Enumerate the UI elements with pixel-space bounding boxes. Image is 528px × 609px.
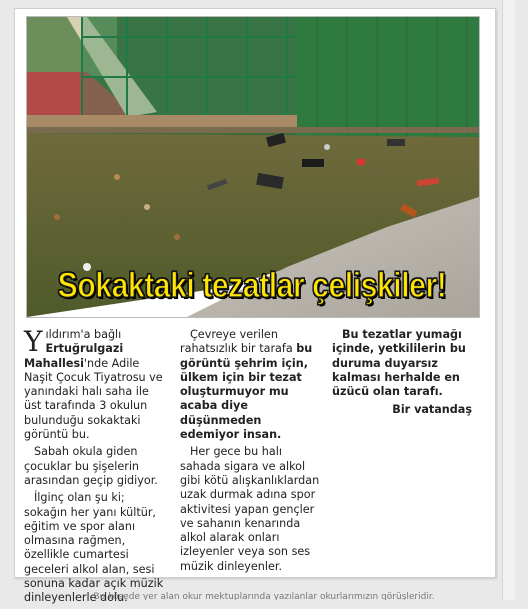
article-column-2 (180, 328, 322, 577)
signature: Bir vatandaş (392, 403, 472, 417)
paragraph: Bu tezatlar yumağı içinde, yetkililerin bu duruma duyarsız kalması herhalde en üzücü olan tarafı. (332, 328, 466, 399)
footer-note: Bu köşede yer alan okur mektuplarında yazılanlar okurlarımızın görüşleridir. (93, 592, 435, 600)
page-edge-strip (502, 0, 515, 600)
text-span: ıldırım'a bağlı (45, 328, 122, 341)
drop-cap: Y (24, 325, 43, 358)
bold-text: bu görüntü şehrim için, ülkem için bir tezat oluşturmuyor mu acaba diye düşünmeden edemiyor insan. (180, 342, 313, 442)
paragraph: Her gece bu halı sahada sigara ve alkol gibi kötü alışkanlıklardan uzak durmak adına spor aktivitesi yapan gençler ve sahanın kenarında alkol alarak onları izleyenler veya son ses müzik dinleyenler. (180, 445, 320, 573)
article-column-3 (332, 328, 474, 418)
paragraph (180, 328, 322, 442)
paragraph: Sabah okula giden çocuklar bu şişelerin arasından geçip gidiyor. (24, 445, 158, 487)
article-column-1 (24, 325, 166, 609)
paragraph (24, 325, 166, 442)
paragraph: İlginç olan şu ki; sokağın her yanı kültür, eğitim ve spor alanı olmasına rağmen, özellikle cumartesi geceleri alkol alan, sesi sonuna kadar açık müzik dinleyenlerle dolu. (24, 491, 164, 605)
text-span: 'nde Adile Naşit Çocuk Tiyatrosu ve yanındaki halı saha ile üst tarafında 3 okulun bulunduğu sokaktaki görüntü bu. (24, 356, 163, 442)
text-span: Çevreye verilen rahatsızlık bir tarafa (180, 328, 297, 356)
location-name: Ertuğrulgazi Mahallesi (24, 342, 124, 370)
headline: Sokaktaki tezatlar çelişkiler! (57, 266, 447, 305)
